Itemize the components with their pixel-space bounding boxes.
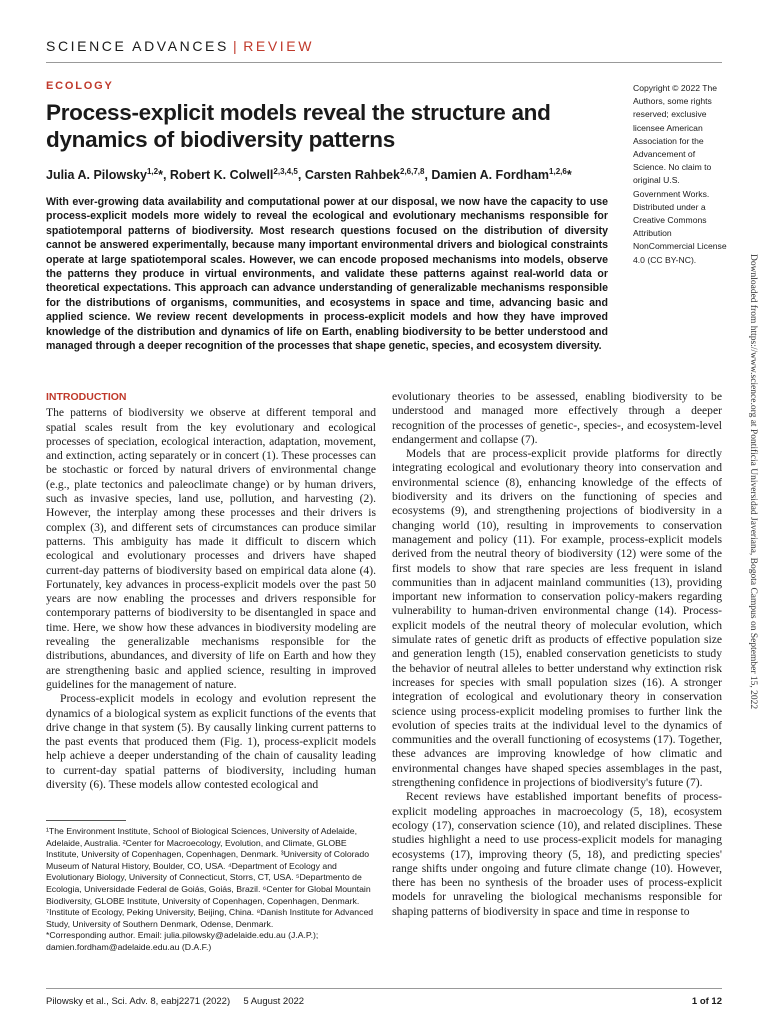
section-tag: ECOLOGY	[46, 80, 114, 92]
body-paragraph: Process-explicit models in ecology and evolution represent the dynamics of a biological system as explicit functions of the events that drive change in that system (5). By causally linking current patterns to the past events that produced them (Fig. 1), process-explicit models help achieve a deeper understanding of the chain of causality leading to current-day spatial patterns of biodiversity, including human diversity (6). These models allow contested ecological and	[46, 692, 376, 792]
footer-divider	[46, 988, 722, 989]
affiliations	[46, 826, 376, 954]
body-column-left	[46, 390, 376, 792]
affiliation-list: ¹The Environment Institute, School of Biological Sciences, University of Adelaide, Adelaide, Australia. ²Center for Macroecology, Evolution, and Climate, GLOBE Institute, University of Copenhagen, Copenhagen, Denmark. ³University of Colorado Museum of Natural History, Boulder, CO, USA. ⁴Department of Ecology and Evolutionary Biology, University of Connecticut, Storrs, CT, USA. ⁵Departmento de Ecologia, Universidade Federal de Goiás, Goiás, Brazil. ⁶Center for Global Mountain Biodiversity, GLOBE Institute, University of Copenhagen, Copenhagen, Denmark. ⁷Institute of Ecology, Peking University, Beijing, China. ⁸Danish Institute for Advanced Study, University of Southern Denmark, Odense, Denmark.	[46, 826, 374, 929]
body-column-right	[392, 390, 722, 919]
journal-name: SCIENCE ADVANCES	[46, 38, 229, 54]
journal-header	[46, 38, 314, 54]
body-paragraph: Recent reviews have established important benefits of process-explicit modeling approaches in macroecology (5, 18), ecosystem ecology (17), conservation science (10), and related disciplines. These studies highlight a need to use process-explicit models for managing ecosystems (17), improving theory (5, 18), and predicting species' range shifts under ongoing and future climate change (10). However, there has been no synthesis of the broader uses of process-explicit models for unraveling the biological mechanisms responsible for shaping patterns of biodiversity in space and time in response to	[392, 790, 722, 918]
body-paragraph: Models that are process-explicit provide platforms for directly integrating ecological and evolutionary theory into conservation and environmental science (8), enhancing knowledge of the effects of biodiversity and its drivers on the functioning of species and ecosystems (9), and strengthening projections of biodiversity in a changing world (10), resulting in improvements to conservation management and policy (11). For example, process-explicit models derived from the neutral theory of biodiversity (12) were some of the first models to show that rare species are less frequent in island communities than in adjacent mainland communities (13), providing important new information to conservation policy-makers regarding vulnerability to human-driven environmental change (14). Process-explicit models of the neutral theory of molecular evolution, which simulate rates of genetic drift as products of effective population size and generation length (15), enabled conservation geneticists to study the behavior of neutral alleles to better understand why extinction risk increases for species with small population sizes (16). A stronger integration of ecological and evolutionary theory in conservation science using process-explicit modeling promises to further link the evolution of species traits at the individual level to the dynamics of communities and the overall functioning of ecosystems (17). Together, these advances are improving knowledge of how climatic and environmental changes have shaped species assemblages in the past, strengthening confidence in projections of biodiversity's future (7).	[392, 447, 722, 790]
footnote-divider	[46, 820, 126, 821]
author: Robert K. Colwell$^{2,3,4,5}$,	[169, 167, 305, 183]
author: Damien A. Fordham$^{1,2,6}$*	[431, 167, 572, 183]
corresponding-author: *Corresponding author. Email: julia.pilowsky@adelaide.edu.au (J.A.P.); damien.fordham@adelaide.edu.au (D.A.F.)	[46, 930, 319, 952]
author: Carsten Rahbek$^{2,6,7,8}$,	[304, 167, 432, 183]
article-type: REVIEW	[243, 38, 315, 54]
header-separator: |	[232, 38, 240, 54]
article-title: Process-explicit models reveal the structure and dynamics of biodiversity patterns	[46, 100, 551, 152]
copyright-notice: Copyright © 2022 The Authors, some rights reserved; exclusive licensee American Association for the Advancement of Science. No claim to original U.S. Government Works. Distributed under a Creative Commons Attribution NonCommercial License 4.0 (CC BY-NC).	[633, 83, 727, 265]
header-divider	[46, 62, 722, 63]
author: Julia A. Pilowsky$^{1,2}$*,	[46, 167, 170, 183]
section-heading: INTRODUCTION	[46, 391, 127, 403]
abstract: With ever-growing data availability and computational power at our disposal, we now have the capacity to use process-explicit models more widely to reveal the ecological and evolutionary mechanisms responsible for spatiotemporal patterns of biodiversity. Most research questions focused on the distribution of diversity cannot be answered experimentally, because many important environmental drivers and biological constraints operate at large spatiotemporal scales. However, we can encode proposed mechanisms into models, observe the patterns they produce in virtual environments, and validate these patterns against real-world data or theoretical expectations. This approach can advance understanding of generalizable mechanisms responsible for the distributions of organisms, communities, and ecosystems in space and time, advancing basic and applied science. We review recent developments in process-explicit models and how they have improved knowledge of the distribution and dynamics of life on Earth, enabling biodiversity to be better understood and managed through a deeper recognition of the processes that shape genetic, species, and ecosystem diversity.	[46, 196, 608, 353]
citation-footer: Pilowsky et al., Sci. Adv. 8, eabj2271 (2022) 5 August 2022	[46, 996, 305, 1007]
body-paragraph: The patterns of biodiversity we observe at different temporal and spatial scales result from the key evolutionary and ecological processes of speciation, ecological interaction, adaptation, movement, and extinction, acting separately or in concert (1). These processes can be stochastic or forced by natural drivers of environmental change (e.g., plate tectonics and paleoclimate change) or by human drivers, such as invasive species, land use, pollution, and harvesting (2). However, the interplay among these processes and their drivers is complex (3), and different sets of circumstances can produce similar patterns. This ambiguity has made it difficult to discern which ecological and evolutionary processes and drivers have shaped current-day patterns of biodiversity based on empirical data alone (4). Fortunately, key advances in process-explicit models over the past 50 years are now enabling the processes and drivers responsible for contemporary patterns of biodiversity to be disentangled in space and time. Here, we show how these advances in biodiversity modeling are revealing the generalizable mechanisms responsible for the distributions, abundances, and diversity of life on Earth and how they are strengthening basic and applied science, resulting in improved guidelines for the management of nature.	[46, 406, 376, 691]
author-list	[46, 164, 606, 183]
page-number: 1 of 12	[691, 996, 722, 1007]
body-paragraph: evolutionary theories to be assessed, enabling biodiversity to be understood and managed more effectively through a deeper recognition of the processes of genetic-, species-, and ecosystem-level endangerment and collapse (7).	[392, 390, 722, 446]
download-note: Downloaded from https://www.science.org at Pontificia Universidad Javeriana, Bogota Campus on September 15, 2022	[748, 254, 758, 710]
